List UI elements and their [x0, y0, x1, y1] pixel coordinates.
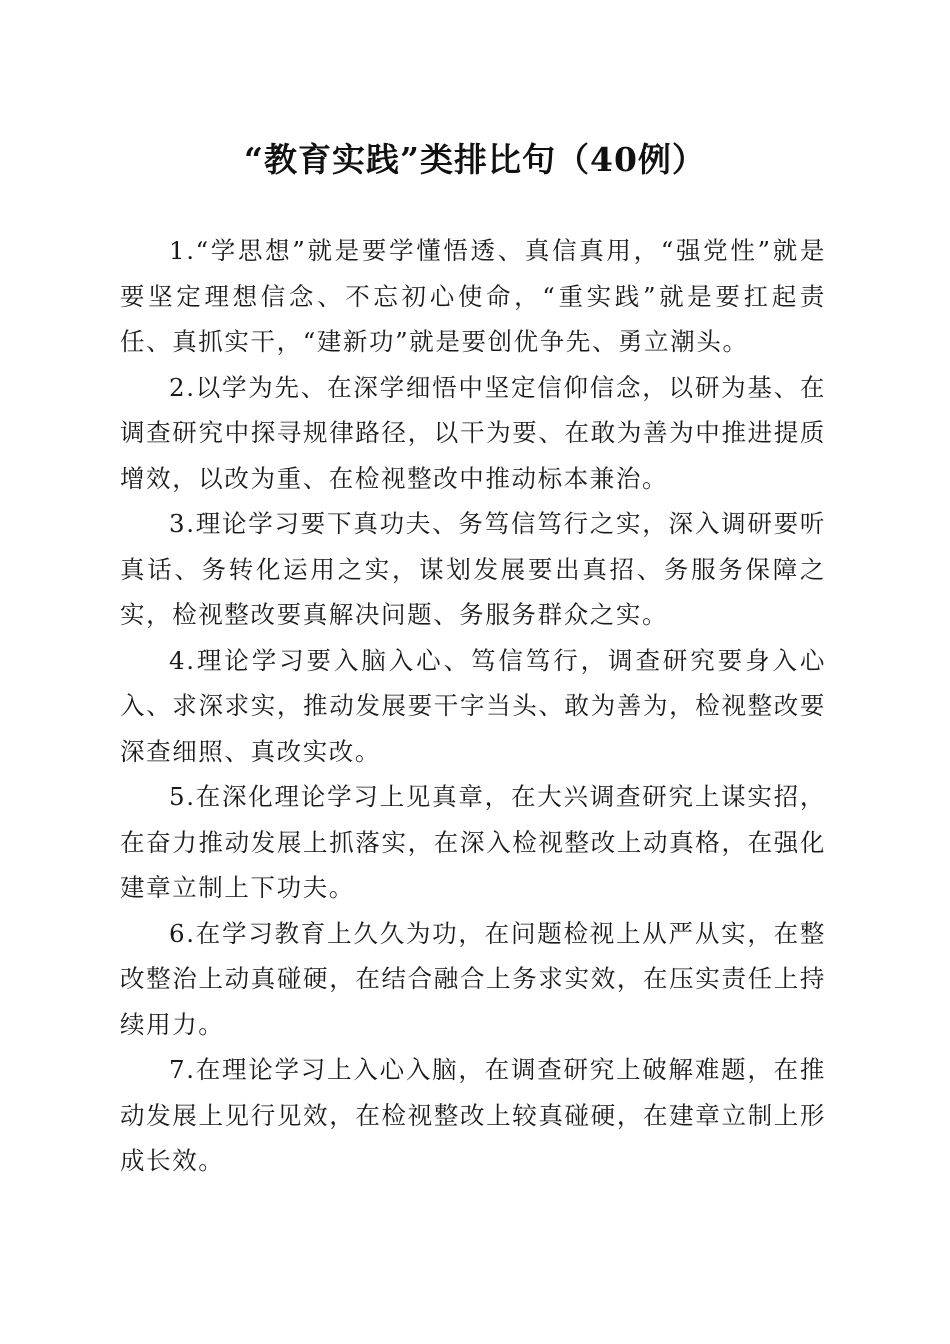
paragraph-2: 2.以学为先、在深学细悟中坚定信仰信念，以研为基、在调查研究中探寻规律路径，以干为要、在敢为善为中推进提质增效，以改为重、在检视整改中推动标本兼治。: [120, 372, 826, 493]
paragraph-5: 5.在深化理论学习上见真章，在大兴调查研究上谋实招，在奋力推动发展上抓落实，在深入检视整改上动真格，在强化建章立制上下功夫。: [120, 782, 826, 902]
document-body: [120, 228, 826, 1184]
paragraph-1: 1.“学思想”就是要学懂悟透、真信真用，“强党性”就是要坚定理想信念、不忘初心使命，“重实践”就是要扛起责任、真抓实干，“建新功”就是要创优争先、勇立潮头。: [120, 236, 826, 356]
document-title: “教育实践”类排比句（40例）: [244, 140, 706, 179]
paragraph-6: 6.在学习教育上久久为功，在问题检视上从严从实，在整改整治上动真碰硬，在结合融合上务求实效，在压实责任上持续用力。: [120, 918, 826, 1039]
paragraph-7: 7.在理论学习上入心入脑，在调查研究上破解难题，在推动发展上见行见效，在检视整改上较真碰硬，在建章立制上形成长效。: [120, 1055, 826, 1175]
paragraph-4: 4.理论学习要入脑入心、笃信笃行，调查研究要身入心入、求深求实，推动发展要干字当头、敢为善为，检视整改要深查细照、真改实改。: [120, 645, 826, 766]
paragraph-3: 3.理论学习要下真功夫、务笃信笃行之实，深入调研要听真话、务转化运用之实，谋划发展要出真招、务服务保障之实，检视整改要真解决问题、务服务群众之实。: [120, 509, 826, 629]
